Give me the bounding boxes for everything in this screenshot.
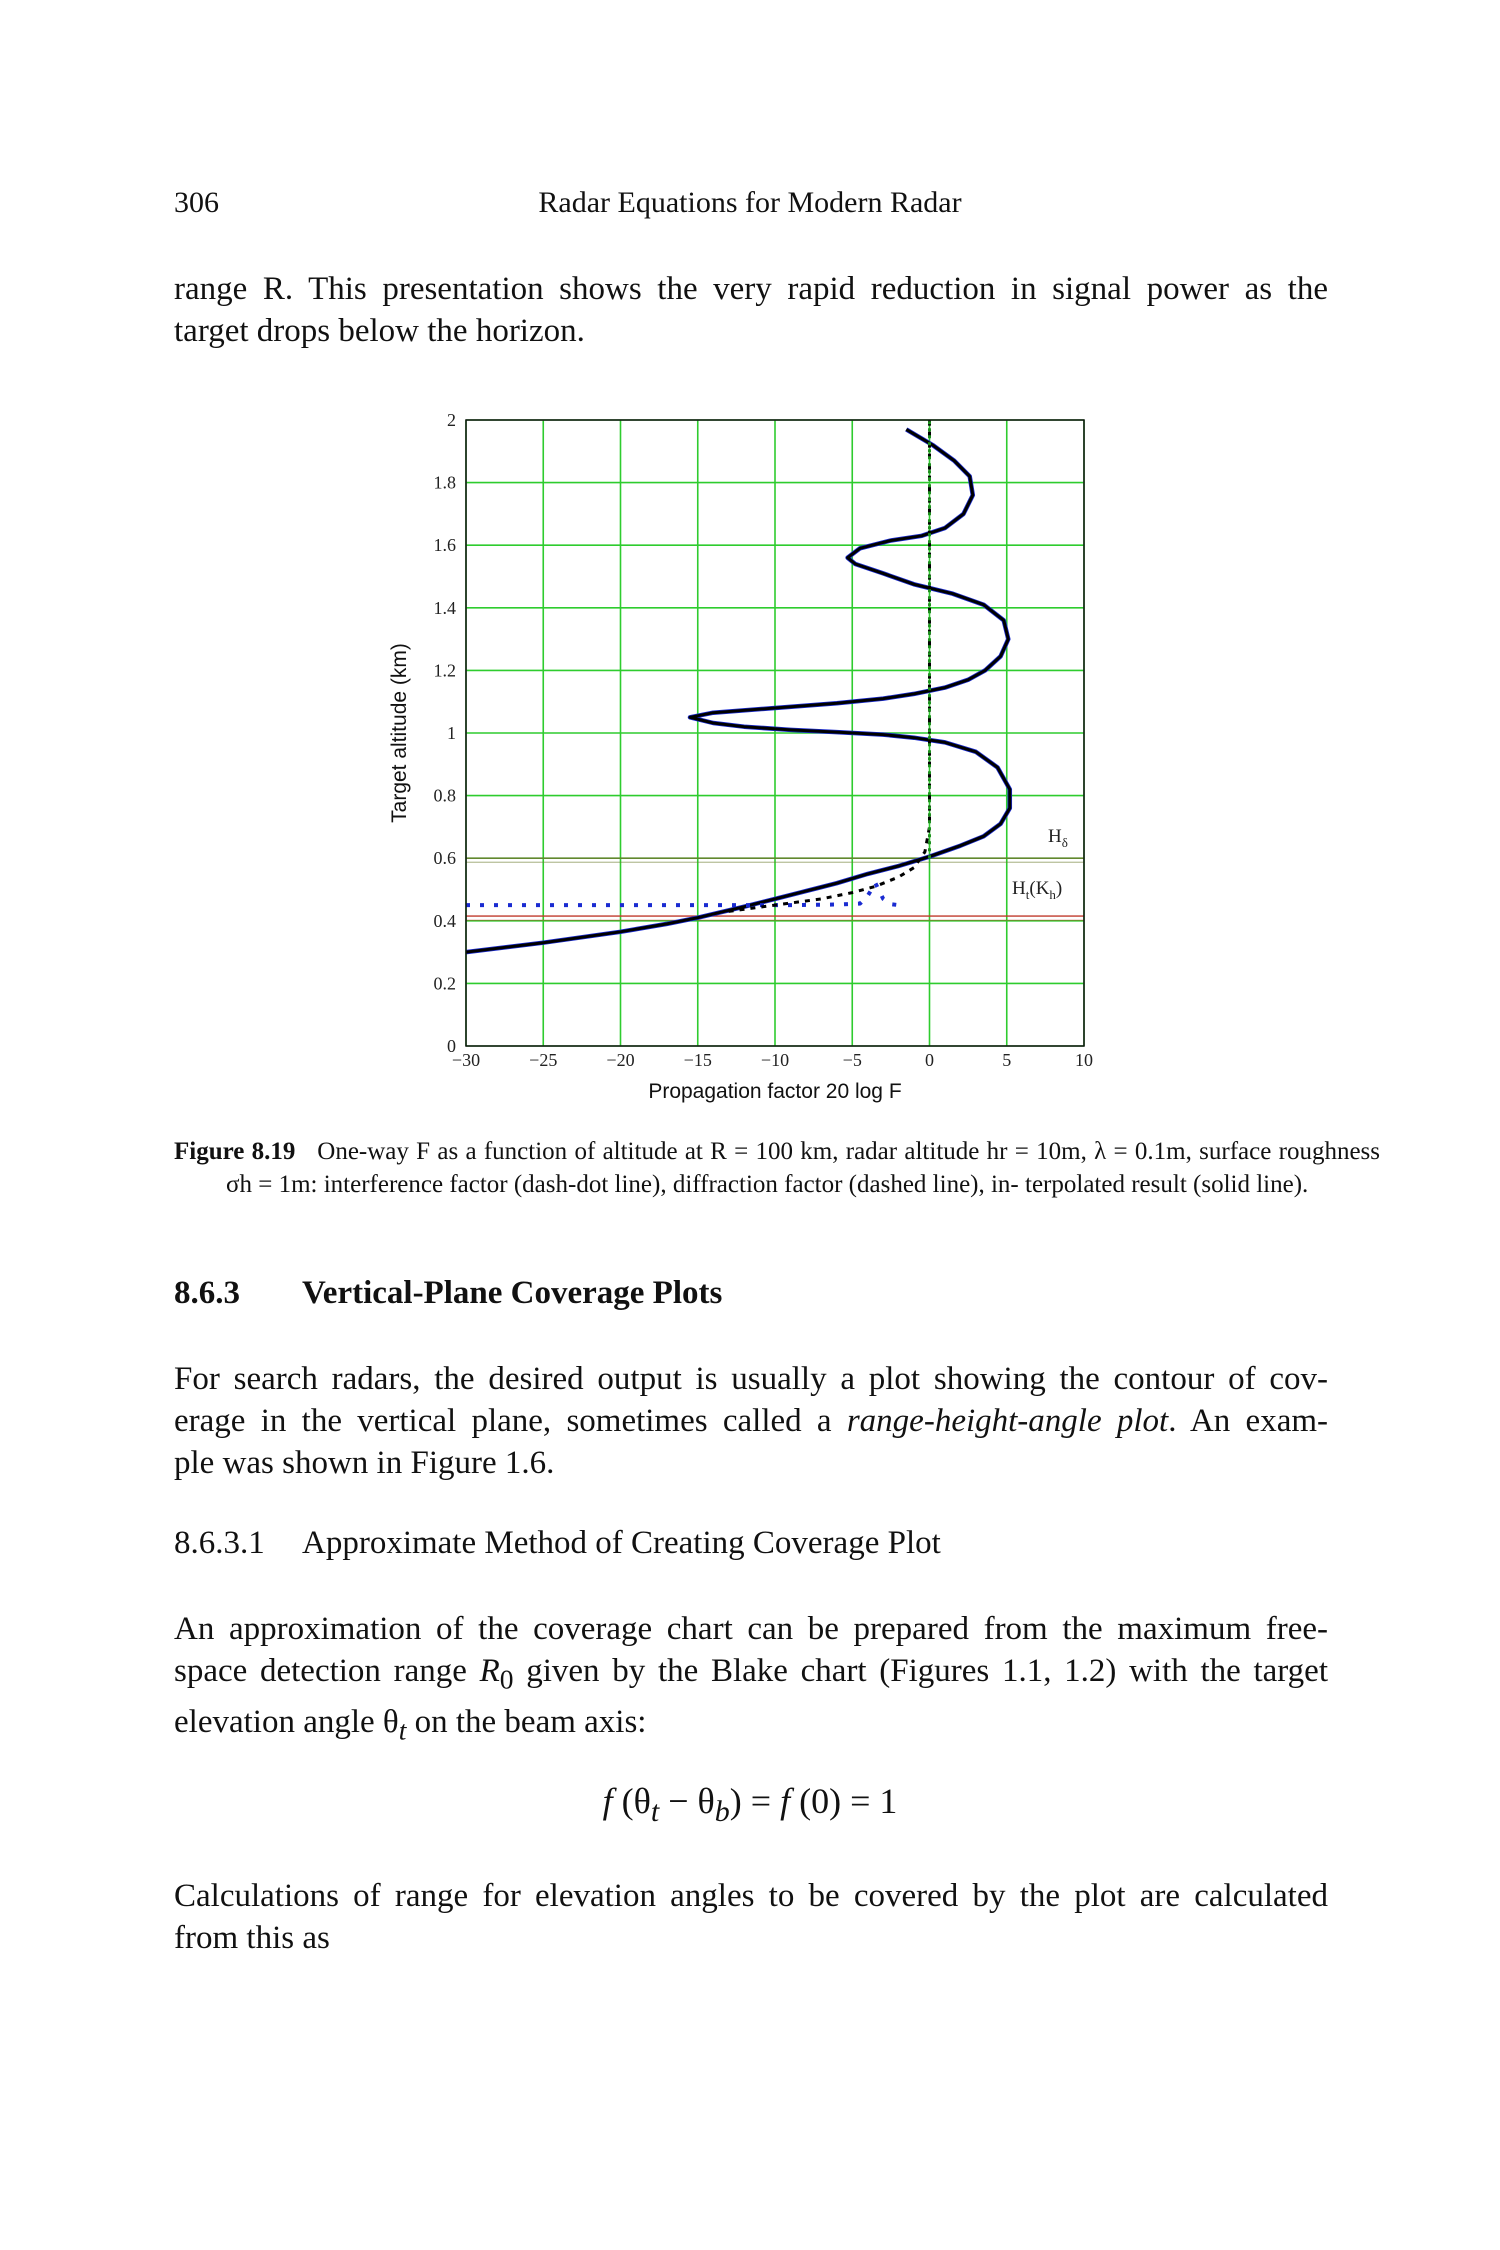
grid-layer bbox=[466, 420, 1084, 1046]
y-tick-label: 1.6 bbox=[433, 535, 456, 556]
subsection-line-2b: given by the Blake chart (Figures 1.1, 1.2) with the target bbox=[513, 1653, 1328, 1689]
subsection-line-3b: on the beam axis: bbox=[406, 1703, 647, 1740]
subsection-sub-t: t bbox=[398, 1714, 407, 1746]
subsection-line-3 bbox=[174, 1701, 1328, 1752]
closing-paragraph bbox=[174, 1875, 1328, 1959]
subsection-var-r: R bbox=[479, 1653, 500, 1689]
intro-paragraph bbox=[174, 268, 1328, 352]
y-axis-title: Target altitude (km) bbox=[388, 643, 411, 823]
series-line bbox=[466, 883, 899, 905]
eq-sub-t: t bbox=[650, 1795, 660, 1829]
eq-one: 1 bbox=[879, 1781, 898, 1821]
eq-theta-2: θ bbox=[697, 1781, 715, 1821]
closing-line-2: from this as bbox=[174, 1920, 330, 1956]
legend-paren-close: ) bbox=[1055, 878, 1063, 900]
section-line-2 bbox=[174, 1400, 1328, 1442]
figure-label: Figure 8.19 bbox=[174, 1138, 296, 1165]
running-title: Radar Equations for Modern Radar bbox=[538, 186, 962, 219]
section-line-3: ple was shown in Figure 1.6. bbox=[174, 1445, 555, 1481]
eq-sub-b: b bbox=[714, 1795, 730, 1829]
page-number: 306 bbox=[174, 186, 219, 219]
eq-zero: 0 bbox=[811, 1781, 830, 1821]
tick-labels bbox=[434, 410, 1094, 1070]
x-tick-label: 5 bbox=[1002, 1050, 1012, 1070]
legend-ht-kh bbox=[1012, 878, 1062, 902]
y-tick-label: 2 bbox=[447, 410, 456, 430]
y-tick-label: 1 bbox=[447, 723, 456, 743]
subsection-line-2 bbox=[174, 1650, 1328, 1701]
x-tick-label: −30 bbox=[451, 1050, 481, 1070]
x-tick-label: −20 bbox=[606, 1050, 635, 1070]
section-paragraph bbox=[174, 1358, 1328, 1484]
section-number: 8.6.3 bbox=[174, 1275, 240, 1311]
equation: f $(\theta_t - \theta_b) = f$ (0) = 1 bbox=[602, 1781, 898, 1829]
y-tick-label: 0.2 bbox=[433, 973, 456, 994]
figure-caption bbox=[174, 1135, 1380, 1201]
y-tick-label: 0.4 bbox=[433, 910, 456, 931]
section-heading bbox=[174, 1275, 722, 1312]
eq-minus: − bbox=[668, 1781, 689, 1821]
x-axis-title: Propagation factor 20 log F bbox=[648, 1080, 902, 1103]
legend-h-main: H bbox=[1048, 826, 1062, 848]
subsection-paragraph bbox=[174, 1608, 1328, 1751]
caption-line-1: One-way F as a function of altitude at R = 100 km, radar altitude hr = 10m, λ = 0.1m, bbox=[317, 1138, 1192, 1165]
y-tick-label: 0.6 bbox=[433, 848, 456, 869]
closing-line-1: Calculations of range for elevation angles to be covered by the plot are calculated bbox=[174, 1878, 1328, 1914]
subsection-line-3a: elevation angle θ bbox=[174, 1703, 399, 1740]
section-line-2a: erage in the vertical plane, sometimes called a bbox=[174, 1403, 847, 1439]
x-tick-label: −5 bbox=[842, 1050, 862, 1070]
chart-svg bbox=[0, 380, 1500, 1120]
caption-line-3: terpolated result (solid line). bbox=[1025, 1171, 1309, 1198]
legend-h-sub: δ bbox=[1061, 835, 1068, 851]
eq-equals-1: = bbox=[750, 1781, 772, 1821]
subsection-heading bbox=[174, 1525, 941, 1562]
legend-k-main: K bbox=[1035, 878, 1050, 900]
x-tick-label: 10 bbox=[1075, 1050, 1093, 1070]
y-tick-label: 0 bbox=[447, 1036, 456, 1056]
eq-f-2: f bbox=[780, 1781, 791, 1821]
subsection-number: 8.6.3.1 bbox=[174, 1525, 265, 1561]
figure-chart bbox=[0, 380, 1500, 1120]
subsection-title: Approximate Method of Creating Coverage Plot bbox=[302, 1525, 941, 1561]
subsection-sub-0: 0 bbox=[499, 1663, 514, 1695]
x-tick-label: −15 bbox=[683, 1050, 712, 1070]
legend-ht-main: H bbox=[1012, 878, 1026, 900]
eq-f: f bbox=[602, 1781, 613, 1821]
subsection-line-2a: space detection range bbox=[174, 1653, 480, 1689]
y-tick-label: 1.2 bbox=[433, 660, 456, 681]
eq-theta-1: θ bbox=[633, 1781, 651, 1821]
subsection-line-1: An approximation of the coverage chart can be prepared from the maximum free- bbox=[174, 1611, 1328, 1647]
section-line-2b: . An exam- bbox=[1168, 1403, 1328, 1439]
y-tick-label: 1.4 bbox=[433, 597, 456, 618]
series-line bbox=[729, 420, 930, 911]
legend-h-delta bbox=[1048, 826, 1068, 850]
x-tick-label: −10 bbox=[760, 1050, 790, 1070]
section-line-2-emphasis: range-height-angle plot bbox=[846, 1403, 1169, 1439]
y-tick-label: 0.8 bbox=[433, 785, 456, 806]
series-layer bbox=[466, 420, 1010, 952]
section-line-1: For search radars, the desired output is usually a plot showing the contour of cov- bbox=[174, 1361, 1328, 1397]
intro-line-2: target drops below the horizon. bbox=[174, 313, 585, 349]
legend-k-sub: h bbox=[1049, 887, 1056, 903]
eq-equals-2: = bbox=[850, 1781, 871, 1821]
intro-line-1: range R. This presentation shows the very rapid reduction in signal power as the bbox=[174, 271, 1328, 307]
x-tick-label: 0 bbox=[925, 1050, 934, 1070]
x-tick-label: −25 bbox=[529, 1050, 558, 1070]
section-title: Vertical-Plane Coverage Plots bbox=[302, 1275, 723, 1311]
caption-line-2: surface roughness σh = 1m: interference factor (dash-dot line), diffraction factor (dashed line), in- bbox=[226, 1138, 1381, 1198]
legend-ht-sub: t bbox=[1025, 887, 1030, 903]
legend-paren-open: ( bbox=[1029, 878, 1036, 900]
y-tick-label: 1.8 bbox=[433, 472, 456, 493]
